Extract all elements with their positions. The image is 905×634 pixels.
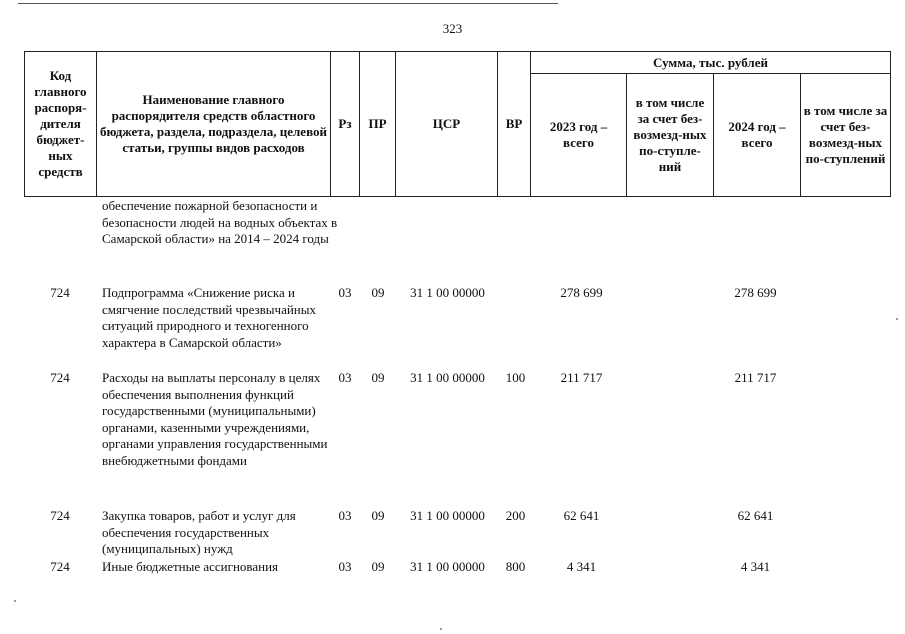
header-csr: ЦСР <box>396 52 498 197</box>
header-pr: ПР <box>360 52 396 197</box>
row-rz: 03 <box>338 285 352 300</box>
row-rz: 03 <box>338 370 352 385</box>
row-csr: 31 1 00 00000 <box>410 559 485 574</box>
scan-speck <box>896 318 898 320</box>
row-code: 724 <box>50 285 70 300</box>
row-name: Иные бюджетные ассигнования <box>102 559 279 574</box>
row-vr: 800 <box>505 559 526 574</box>
row-name: Расходы на выплаты персоналу в целях обеспечения выполнения функций государственными (муниципальными) органами, казенными учреждениями, органами управления государственными внебюджетными фондами <box>102 370 328 468</box>
row-name: Подпрограмма «Снижение риска и смягчение последствий чрезвычайных ситуаций природного и техногенного характера в Самарской области» <box>102 285 316 350</box>
row-sum-2023: 211 717 <box>560 370 603 385</box>
table-header <box>24 51 891 197</box>
row-name: Закупка товаров, работ и услуг для обеспечения государственных (муниципальных) нужд <box>102 508 296 556</box>
row-code: 724 <box>50 370 70 385</box>
header-code: Код главного распоря-дителя бюджет-ных средств <box>25 52 97 197</box>
row-sum-2023: 278 699 <box>560 285 603 300</box>
row-rz: 03 <box>338 559 352 574</box>
row-pr: 09 <box>371 508 385 523</box>
row-csr: 31 1 00 00000 <box>410 508 485 523</box>
header-name: Наименование главного распорядителя средств областного бюджета, раздела, подраздела, целевой статьи, группы видов расходов <box>97 52 331 197</box>
row-code: 724 <box>50 559 70 574</box>
row-code: 724 <box>50 508 70 523</box>
header-sum: Сумма, тыс. рублей <box>531 52 891 74</box>
scan-speck <box>440 628 442 630</box>
header-2023-free: в том числе за счет без-возмезд-ных по-ступле-ний <box>627 74 714 197</box>
row-rz: 03 <box>338 508 352 523</box>
row-pr: 09 <box>371 370 385 385</box>
row-sum-2024: 278 699 <box>734 285 777 300</box>
top-rule <box>18 3 558 4</box>
row-vr: 200 <box>505 508 526 523</box>
row-sum-2023: 62 641 <box>563 508 600 523</box>
row-sum-2024: 4 341 <box>740 559 771 574</box>
row-name: обеспечение пожарной безопасности и безопасности людей на водных объектах в Самарской области» на 2014 – 2024 годы <box>102 198 338 246</box>
header-2024-total: 2024 год – всего <box>714 74 801 197</box>
header-rz: Рз <box>331 52 360 197</box>
scan-speck <box>14 600 16 602</box>
row-vr: 100 <box>505 370 526 385</box>
row-sum-2024: 62 641 <box>737 508 774 523</box>
row-pr: 09 <box>371 559 385 574</box>
row-sum-2024: 211 717 <box>734 370 777 385</box>
header-2024-free: в том числе за счет без-возмезд-ных по-ступлений <box>801 74 891 197</box>
page-number: 323 <box>442 21 463 36</box>
header-2023-total: 2023 год – всего <box>531 74 627 197</box>
header-vr: ВР <box>498 52 531 197</box>
row-pr: 09 <box>371 285 385 300</box>
row-csr: 31 1 00 00000 <box>410 285 485 300</box>
row-sum-2023: 4 341 <box>566 559 597 574</box>
row-csr: 31 1 00 00000 <box>410 370 485 385</box>
